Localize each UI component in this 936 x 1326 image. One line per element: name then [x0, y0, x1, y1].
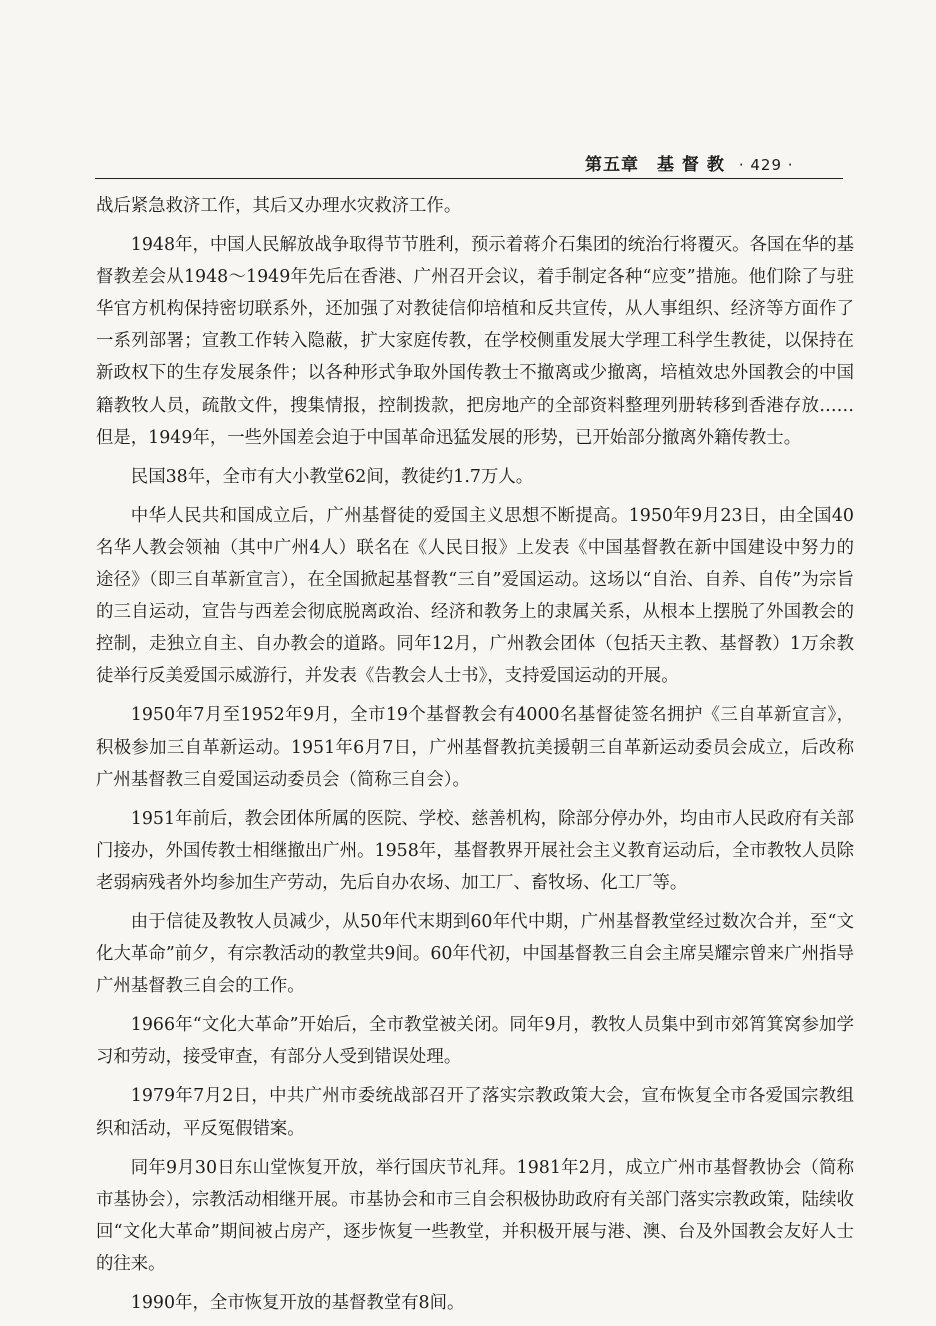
paragraph: 1948年，中国人民解放战争取得节节胜利，预示着蒋介石集团的统治行将覆灭。各国在华的基督教差会从1948～1949年先后在香港、广州召开会议，着手制定各种“应变”措施。他们除了与驻华官方机构保持密切联系外，还加强了对教徒信仰培植和反共宣传，从人事组织、经济等方面作了一系列部署；宣教工作转入隐蔽，扩大家庭传教，在学校侧重发展大学理工科学生教徒，以保持在新政权下的生存发展条件；以各种形式争取外国传教士不撤离或少撤离，培植效忠外国教会的中国籍教牧人员，疏散文件，搜集情报，控制拨款，把房地产的全部资料整理列册转移到香港存放……但是，1949年，一些外国差会迫于中国革命迅猛发展的形势，已开始部分撤离外籍传教士。 [96, 235, 854, 448]
paragraph: 1990年，全市恢复开放的基督教堂有8间。 [130, 1293, 465, 1313]
paragraph: 1951年前后，教会团体所属的医院、学校、慈善机构，除部分停办外，均由市人民政府有关部门接办，外国传教士相继撤出广州。1958年，基督教界开展社会主义教育运动后，全市教牧人员除老弱病残者外均参加生产劳动，先后自办农场、加工厂、畜牧场、化工厂等。 [96, 808, 854, 893]
running-header [585, 150, 843, 176]
paragraph: 战后紧急救济工作，其后又办理水灾救济工作。 [96, 196, 462, 216]
paragraph: 民国38年，全市有大小教堂62间，教徒约1.7万人。 [130, 466, 534, 487]
paragraph: 中华人民共和国成立后，广州基督徒的爱国主义思想不断提高。1950年9月23日，由全国40名华人教会领袖（其中广州4人）联名在《人民日报》上发表《中国基督教在新中国建设中努力的途径》（即三自革新宣言），在全国掀起基督教“三自”爱国运动。这场以“自治、自养、自传”为宗旨的三自运动，宣告与西差会彻底脱离政治、经济和教务上的隶属关系，从根本上摆脱了外国教会的控制，走独立自主、自办教会的道路。同年12月，广州教会团体（包括天主教、基督教）1万余教徒举行反美爱国示威游行，并发表《告教会人士书》，支持爱国运动的开展。 [96, 505, 854, 687]
paragraph: 由于信徒及教牧人员减少，从50年代末期到60年代中期，广州基督教堂经过数次合并，至“文化大革命”前夕，有宗教活动的教堂共9间。60年代初，中国基督教三自会主席吴耀宗曾来广州指导广州基督教三自会的工作。 [96, 911, 854, 997]
chapter-title: 第五章 基 督 教 [585, 155, 725, 175]
page-number: · 429 · [738, 156, 794, 174]
paragraph: 1979年7月2日，中共广州市委统战部召开了落实宗教政策大会，宣布恢复全市各爱国宗教组织和活动，平反冤假错案。 [96, 1086, 854, 1139]
paragraph: 1966年“文化大革命”开始后，全市教堂被关闭。同年9月，教牧人员集中到市郊筲箕窝参加学习和劳动，接受审查，有部分人受到错误处理。 [96, 1015, 854, 1068]
header-rule [95, 178, 843, 179]
paragraph: 同年9月30日东山堂恢复开放，举行国庆节礼拜。1981年2月，成立广州市基督教协会（简称市基协会），宗教活动相继开展。市基协会和市三自会积极协助政府有关部门落实宗教政策，陆续收回“文化大革命”期间被占房产，逐步恢复一些教堂，并积极开展与港、澳、台及外国教会友好人士的往来。 [96, 1157, 854, 1274]
paragraph: 1950年7月至1952年9月，全市19个基督教会有4000名基督徒签名拥护《三自革新宣言》，积极参加三自革新运动。1951年6月7日，广州基督教抗美援朝三自革新运动委员会成立，后改称广州基督教三自爱国运动委员会（简称三自会）。 [96, 705, 854, 790]
body-text [96, 190, 854, 1326]
